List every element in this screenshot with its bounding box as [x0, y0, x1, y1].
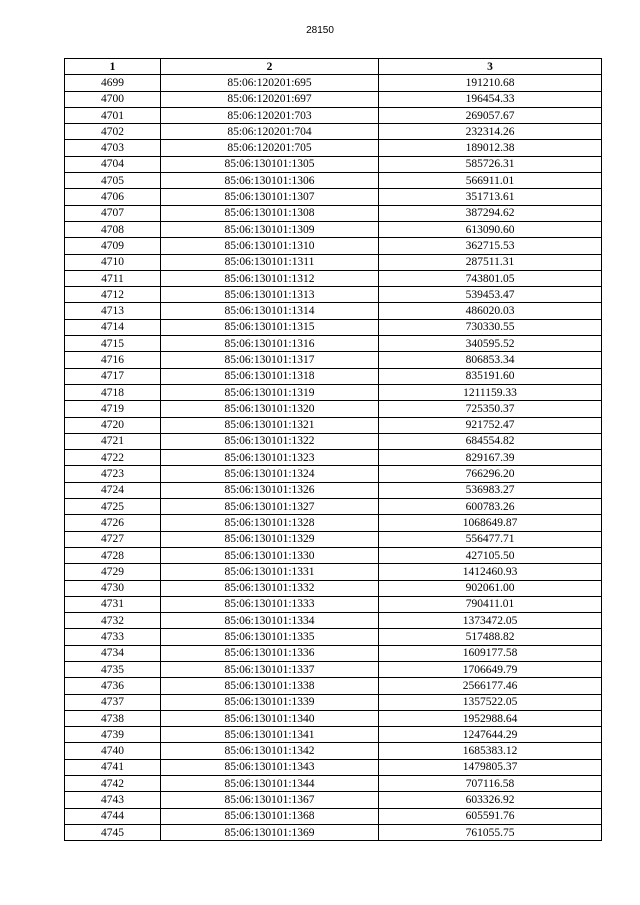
value-cell: 1685383.12 — [379, 743, 602, 759]
value-cell: 362715.53 — [379, 238, 602, 254]
table-row — [65, 173, 602, 189]
table-row — [65, 91, 602, 107]
value-cell: 806853.34 — [379, 352, 602, 368]
cadastral-number-cell: 85:06:130101:1331 — [161, 564, 379, 580]
value-cell: 1479805.37 — [379, 759, 602, 775]
value-cell: 1247644.29 — [379, 727, 602, 743]
value-cell: 517488.82 — [379, 629, 602, 645]
table-row — [65, 515, 602, 531]
row-number-cell: 4738 — [65, 710, 161, 726]
table-row — [65, 417, 602, 433]
value-cell: 603326.92 — [379, 792, 602, 808]
row-number-cell: 4725 — [65, 499, 161, 515]
value-cell: 790411.01 — [379, 596, 602, 612]
row-number-cell: 4726 — [65, 515, 161, 531]
value-cell: 766296.20 — [379, 466, 602, 482]
row-number-cell: 4700 — [65, 91, 161, 107]
table-row — [65, 808, 602, 824]
cadastral-number-cell: 85:06:130101:1344 — [161, 776, 379, 792]
table-row — [65, 156, 602, 172]
cadastral-number-cell: 85:06:130101:1337 — [161, 661, 379, 677]
cadastral-number-cell: 85:06:130101:1328 — [161, 515, 379, 531]
table-row — [65, 499, 602, 515]
cadastral-number-cell: 85:06:130101:1324 — [161, 466, 379, 482]
row-number-cell: 4707 — [65, 205, 161, 221]
value-cell: 539453.47 — [379, 287, 602, 303]
value-cell: 1412460.93 — [379, 564, 602, 580]
table-row — [65, 678, 602, 694]
cadastral-number-cell: 85:06:130101:1343 — [161, 759, 379, 775]
row-number-cell: 4712 — [65, 287, 161, 303]
row-number-cell: 4701 — [65, 107, 161, 123]
cadastral-number-cell: 85:06:120201:705 — [161, 140, 379, 156]
value-cell: 835191.60 — [379, 368, 602, 384]
value-cell: 605591.76 — [379, 808, 602, 824]
table-row — [65, 221, 602, 237]
row-number-cell: 4736 — [65, 678, 161, 694]
row-number-cell: 4716 — [65, 352, 161, 368]
value-cell: 427105.50 — [379, 547, 602, 563]
cadastral-number-cell: 85:06:130101:1314 — [161, 303, 379, 319]
row-number-cell: 4722 — [65, 450, 161, 466]
row-number-cell: 4724 — [65, 482, 161, 498]
row-number-cell: 4743 — [65, 792, 161, 808]
row-number-cell: 4744 — [65, 808, 161, 824]
row-number-cell: 4742 — [65, 776, 161, 792]
value-cell: 351713.61 — [379, 189, 602, 205]
cadastral-number-cell: 85:06:130101:1320 — [161, 401, 379, 417]
cadastral-number-cell: 85:06:130101:1341 — [161, 727, 379, 743]
row-number-cell: 4732 — [65, 613, 161, 629]
table-row — [65, 319, 602, 335]
table-row — [65, 710, 602, 726]
cadastral-number-cell: 85:06:130101:1319 — [161, 384, 379, 400]
cadastral-number-cell: 85:06:130101:1332 — [161, 580, 379, 596]
row-number-cell: 4718 — [65, 384, 161, 400]
cadastral-number-cell: 85:06:130101:1307 — [161, 189, 379, 205]
table-row — [65, 107, 602, 123]
value-cell: 191210.68 — [379, 75, 602, 91]
cadastral-number-cell: 85:06:130101:1318 — [161, 368, 379, 384]
cadastral-number-cell: 85:06:130101:1310 — [161, 238, 379, 254]
table-row — [65, 727, 602, 743]
table-row — [65, 368, 602, 384]
row-number-cell: 4705 — [65, 173, 161, 189]
table-row — [65, 743, 602, 759]
row-number-cell: 4720 — [65, 417, 161, 433]
cadastral-number-cell: 85:06:130101:1315 — [161, 319, 379, 335]
row-number-cell: 4728 — [65, 547, 161, 563]
row-number-cell: 4727 — [65, 531, 161, 547]
value-cell: 340595.52 — [379, 336, 602, 352]
value-cell: 585726.31 — [379, 156, 602, 172]
value-cell: 269057.67 — [379, 107, 602, 123]
value-cell: 196454.33 — [379, 91, 602, 107]
cadastral-number-cell: 85:06:130101:1306 — [161, 173, 379, 189]
cadastral-number-cell: 85:06:120201:703 — [161, 107, 379, 123]
cadastral-number-cell: 85:06:130101:1338 — [161, 678, 379, 694]
table-row — [65, 124, 602, 140]
row-number-cell: 4706 — [65, 189, 161, 205]
row-number-cell: 4735 — [65, 661, 161, 677]
table-row — [65, 531, 602, 547]
table-row — [65, 140, 602, 156]
value-cell: 707116.58 — [379, 776, 602, 792]
row-number-cell: 4729 — [65, 564, 161, 580]
cadastral-number-cell: 85:06:130101:1333 — [161, 596, 379, 612]
table-row — [65, 580, 602, 596]
cadastral-number-cell: 85:06:130101:1312 — [161, 270, 379, 286]
table-row — [65, 792, 602, 808]
cadastral-number-cell: 85:06:130101:1317 — [161, 352, 379, 368]
value-cell: 287511.31 — [379, 254, 602, 270]
table-row — [65, 824, 602, 840]
value-cell: 1373472.05 — [379, 613, 602, 629]
table-row — [65, 596, 602, 612]
row-number-cell: 4737 — [65, 694, 161, 710]
table-row — [65, 645, 602, 661]
row-number-cell: 4702 — [65, 124, 161, 140]
table-row — [65, 482, 602, 498]
row-number-cell: 4733 — [65, 629, 161, 645]
row-number-cell: 4739 — [65, 727, 161, 743]
value-cell: 387294.62 — [379, 205, 602, 221]
value-cell: 613090.60 — [379, 221, 602, 237]
value-cell: 232314.26 — [379, 124, 602, 140]
table-row — [65, 238, 602, 254]
cadastral-number-cell: 85:06:130101:1316 — [161, 336, 379, 352]
column-header-1: 1 — [65, 59, 161, 75]
cadastral-number-cell: 85:06:130101:1330 — [161, 547, 379, 563]
row-number-cell: 4721 — [65, 433, 161, 449]
table-row — [65, 613, 602, 629]
value-cell: 730330.55 — [379, 319, 602, 335]
row-number-cell: 4714 — [65, 319, 161, 335]
value-cell: 829167.39 — [379, 450, 602, 466]
table-row — [65, 450, 602, 466]
row-number-cell: 4730 — [65, 580, 161, 596]
table-row — [65, 547, 602, 563]
table-row — [65, 270, 602, 286]
table-row — [65, 205, 602, 221]
table-row — [65, 384, 602, 400]
table-row — [65, 401, 602, 417]
table-row — [65, 694, 602, 710]
value-cell: 921752.47 — [379, 417, 602, 433]
value-cell: 743801.05 — [379, 270, 602, 286]
table-row — [65, 254, 602, 270]
table-row — [65, 75, 602, 91]
row-number-cell: 4719 — [65, 401, 161, 417]
table-row — [65, 466, 602, 482]
table-row — [65, 433, 602, 449]
table-row — [65, 189, 602, 205]
row-number-cell: 4740 — [65, 743, 161, 759]
table-row — [65, 352, 602, 368]
cadastral-number-cell: 85:06:130101:1334 — [161, 613, 379, 629]
cadastral-number-cell: 85:06:120201:697 — [161, 91, 379, 107]
cadastral-number-cell: 85:06:130101:1335 — [161, 629, 379, 645]
row-number-cell: 4711 — [65, 270, 161, 286]
value-cell: 1068649.87 — [379, 515, 602, 531]
value-cell: 1706649.79 — [379, 661, 602, 677]
cadastral-number-cell: 85:06:130101:1322 — [161, 433, 379, 449]
table-row — [65, 776, 602, 792]
row-number-cell: 4731 — [65, 596, 161, 612]
value-cell: 566911.01 — [379, 173, 602, 189]
row-number-cell: 4703 — [65, 140, 161, 156]
value-cell: 902061.00 — [379, 580, 602, 596]
cadastral-number-cell: 85:06:130101:1326 — [161, 482, 379, 498]
column-header-2: 2 — [161, 59, 379, 75]
value-cell: 556477.71 — [379, 531, 602, 547]
row-number-cell: 4717 — [65, 368, 161, 384]
cadastral-number-cell: 85:06:130101:1329 — [161, 531, 379, 547]
value-cell: 1211159.33 — [379, 384, 602, 400]
cadastral-number-cell: 85:06:130101:1369 — [161, 824, 379, 840]
value-cell: 761055.75 — [379, 824, 602, 840]
row-number-cell: 4699 — [65, 75, 161, 91]
table-row — [65, 303, 602, 319]
row-number-cell: 4709 — [65, 238, 161, 254]
row-number-cell: 4710 — [65, 254, 161, 270]
row-number-cell: 4734 — [65, 645, 161, 661]
value-cell: 189012.38 — [379, 140, 602, 156]
cadastral-number-cell: 85:06:130101:1327 — [161, 499, 379, 515]
value-cell: 684554.82 — [379, 433, 602, 449]
value-cell: 486020.03 — [379, 303, 602, 319]
value-cell: 725350.37 — [379, 401, 602, 417]
value-cell: 600783.26 — [379, 499, 602, 515]
table-body — [65, 75, 602, 841]
row-number-cell: 4745 — [65, 824, 161, 840]
row-number-cell: 4708 — [65, 221, 161, 237]
row-number-cell: 4723 — [65, 466, 161, 482]
cadastral-number-cell: 85:06:130101:1311 — [161, 254, 379, 270]
table-row — [65, 336, 602, 352]
cadastral-number-cell: 85:06:130101:1323 — [161, 450, 379, 466]
cadastral-number-cell: 85:06:130101:1342 — [161, 743, 379, 759]
row-number-cell: 4715 — [65, 336, 161, 352]
cadastral-number-cell: 85:06:130101:1336 — [161, 645, 379, 661]
value-cell: 536983.27 — [379, 482, 602, 498]
table-row — [65, 759, 602, 775]
value-cell: 1952988.64 — [379, 710, 602, 726]
cadastral-number-cell: 85:06:130101:1339 — [161, 694, 379, 710]
table-row — [65, 629, 602, 645]
cadastral-number-cell: 85:06:130101:1367 — [161, 792, 379, 808]
table-row — [65, 564, 602, 580]
cadastral-number-cell: 85:06:130101:1340 — [161, 710, 379, 726]
column-header-3: 3 — [379, 59, 602, 75]
cadastral-number-cell: 85:06:130101:1308 — [161, 205, 379, 221]
value-cell: 1357522.05 — [379, 694, 602, 710]
cadastral-number-cell: 85:06:120201:704 — [161, 124, 379, 140]
cadastral-number-cell: 85:06:130101:1305 — [161, 156, 379, 172]
value-cell: 2566177.46 — [379, 678, 602, 694]
page-number: 28150 — [306, 25, 334, 36]
table-row — [65, 287, 602, 303]
row-number-cell: 4741 — [65, 759, 161, 775]
header-row — [65, 59, 602, 75]
cadastral-number-cell: 85:06:130101:1368 — [161, 808, 379, 824]
row-number-cell: 4713 — [65, 303, 161, 319]
cadastral-number-cell: 85:06:130101:1321 — [161, 417, 379, 433]
cadastral-value-table — [64, 58, 602, 841]
table-row — [65, 661, 602, 677]
cadastral-number-cell: 85:06:130101:1309 — [161, 221, 379, 237]
table-header — [65, 59, 602, 75]
row-number-cell: 4704 — [65, 156, 161, 172]
value-cell: 1609177.58 — [379, 645, 602, 661]
cadastral-number-cell: 85:06:130101:1313 — [161, 287, 379, 303]
cadastral-number-cell: 85:06:120201:695 — [161, 75, 379, 91]
